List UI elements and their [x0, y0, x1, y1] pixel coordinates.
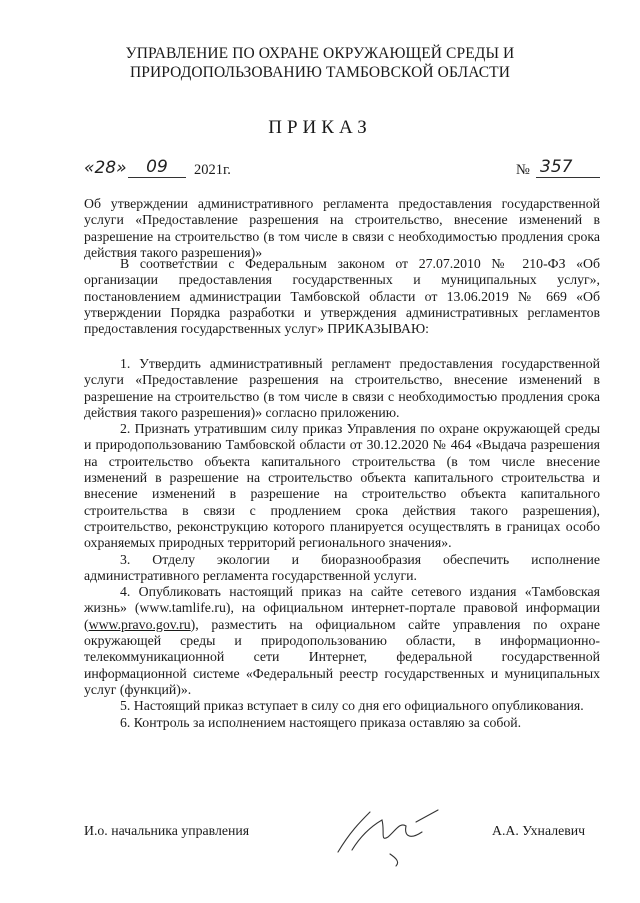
preamble-paragraph: В соответствии с Федеральным законом от 27.07.2010 № 210-ФЗ «Об организации предоставления государственных и муниципальных услуг», постановлением администрации Тамбовской области от 13.06.2019 № 669 «Об утверждении Порядка разработки и утверждения административных регламентов предоставления государственных услуг» ПРИКАЗЫВАЮ:: [84, 256, 600, 337]
signatory-position: И.о. начальника управления: [84, 823, 250, 838]
date-month-underline: [128, 177, 186, 178]
date-day: «28»: [84, 158, 127, 178]
order-items: [84, 356, 600, 731]
item-4: 4. Опубликовать настоящий приказ на сайте сетевого издания «Тамбовская жизнь» (www.tamlife.ru), на официальном интернет-портале правовой информации (www.pravo.gov.ru), разместить на официальном сайте управления по охране окружающей среды и природопользованию области, в информационно-телекоммуникационной сети Интернет, федеральной государственной информационной системе «Федеральный реестр государственных и муниципальных услуг (функций)».: [84, 584, 600, 697]
order-number-underline: [536, 177, 600, 178]
agency-header-line-2: ПРИРОДОПОЛЬЗОВАНИЮ ТАМБОВСКОЙ ОБЛАСТИ: [129, 64, 511, 81]
order-subject: Об утверждении административного регламента предоставления государственной услуги «Предоставление разрешения на строительство, внесение изменений в разрешение на строительство (в том числе в связи с необходимостью продления срока действия такого разрешения)»: [84, 196, 600, 260]
signatory-name: А.А. Ухналевич: [492, 823, 586, 838]
number-label: №: [516, 162, 530, 178]
handwritten-signature: [330, 792, 450, 872]
pravo-link[interactable]: www.pravo.gov.ru: [88, 616, 191, 632]
item-3: 3. Отделу экологии и биоразнообразия обеспечить исполнение административного регламента государственной услуги.: [84, 551, 600, 583]
agency-header-line-1: УПРАВЛЕНИЕ ПО ОХРАНЕ ОКРУЖАЮЩЕЙ СРЕДЫ И: [125, 45, 515, 62]
item-6: 6. Контроль за исполнением настоящего приказа оставляю за собой.: [120, 714, 522, 730]
agency-header: [0, 44, 640, 82]
document-title: ПРИКАЗ: [268, 117, 372, 138]
item-5: 5. Настоящий приказ вступает в силу со дня его официального опубликования.: [120, 698, 584, 714]
date-number-line: [84, 158, 584, 184]
date-year: 2021г.: [194, 162, 231, 178]
item-2: 2. Признать утратившим силу приказ Управления по охране окружающей среды и природопользованию Тамбовской области от 30.12.2020 № 464 «Выдача разрешения на строительство объекта капитального строительства (в том числе внесение изменений в разрешение на строительство объекта капитального строительства и внесение изменений в разрешение на строительство объекта капитального строительства в связи с продлением срока действия такого разрешения), строительство, реконструкцию которого планируется осуществлять в границах особо охраняемых природных территорий регионального значения».: [84, 421, 600, 551]
item-1: 1. Утвердить административный регламент предоставления государственной услуги «Предоставление разрешения на строительство, внесение изменений в разрешение на строительство (в том числе в связи с необходимостью продления срока действия такого разрешения)» согласно приложению.: [84, 356, 600, 420]
order-number: 357: [540, 157, 573, 177]
date-month: 09: [146, 157, 168, 177]
